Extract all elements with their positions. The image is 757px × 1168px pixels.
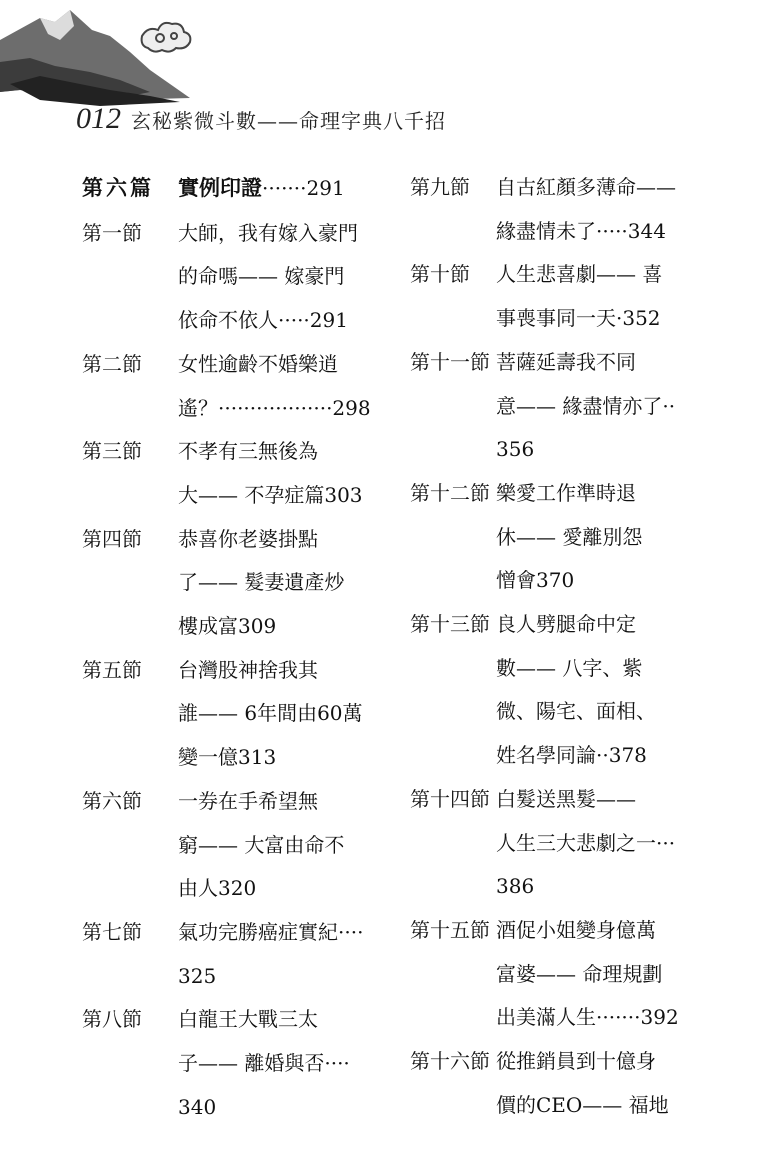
toc-entry[interactable]: [410, 1040, 690, 1127]
left-section-list: [82, 212, 372, 1130]
section-title-line: 誰—— 6年間由60萬: [178, 701, 363, 726]
toc-entry[interactable]: [410, 166, 690, 253]
section-title-line: 325: [178, 963, 217, 988]
toc-entry[interactable]: [410, 909, 690, 1040]
toc-right-column: [410, 166, 690, 1127]
section-title-line: 恭喜你老婆掛點: [178, 526, 318, 551]
book-title: 玄秘紫微斗數——命理字典八千招: [131, 109, 446, 133]
section-title-line: 人生悲喜劇—— 喜: [496, 262, 663, 287]
section-title-line: 人生三大悲劇之一···: [496, 830, 676, 855]
toc-entry[interactable]: [82, 911, 372, 998]
page-header: [76, 102, 446, 136]
section-title-line: 氣功完勝癌症實紀····: [178, 919, 364, 944]
section-number: 第十二節: [410, 480, 490, 505]
part-page: ·······291: [262, 176, 345, 200]
section-title-line: 了—— 髮妻遺產炒: [178, 570, 345, 595]
part-title: 實例印證: [178, 175, 262, 200]
section-title-line: 從推銷員到十億身: [496, 1049, 656, 1074]
toc-entry[interactable]: [82, 780, 372, 911]
section-title-line: 富婆—— 命理規劃: [496, 961, 663, 986]
section-title-line: 意—— 緣盡情亦了··: [496, 393, 676, 418]
toc-entry[interactable]: [410, 603, 690, 778]
section-number: 第十五節: [410, 917, 490, 942]
section-number: 第十四節: [410, 786, 490, 811]
part-heading: [82, 166, 372, 212]
toc-entry[interactable]: [410, 778, 690, 909]
toc-entry[interactable]: [410, 341, 690, 472]
section-number: 第八節: [82, 1007, 142, 1032]
section-title-line: 自古紅顏多薄命——: [496, 175, 676, 199]
section-title-line: 數—— 八字、紫: [496, 655, 643, 680]
section-title-line: 白髮送黑髮——: [496, 786, 636, 811]
section-number: 第五節: [82, 657, 142, 682]
section-number: 第十三節: [410, 612, 490, 637]
toc-entry[interactable]: [82, 212, 372, 343]
section-title-line: 事喪事同一天·352: [496, 306, 661, 331]
section-title-line: 良人劈腿命中定: [496, 612, 636, 637]
section-title-line: 一券在手希望無: [178, 788, 318, 813]
section-title-line: 340: [178, 1094, 217, 1119]
section-number: 第九節: [410, 175, 470, 199]
section-title-line: 菩薩延壽我不同: [496, 349, 636, 374]
right-section-list: [410, 166, 690, 1127]
section-number: 第七節: [82, 919, 142, 944]
section-number: 第十六節: [410, 1049, 490, 1074]
part-number: 第六篇: [82, 175, 154, 200]
toc-entry[interactable]: [82, 518, 372, 649]
section-title-line: 出美滿人生·······392: [496, 1005, 679, 1030]
section-title-line: 酒促小姐變身億萬: [496, 917, 656, 942]
cloud-icon: [142, 23, 191, 52]
toc-entry[interactable]: [82, 343, 372, 430]
section-title-line: 356: [496, 437, 535, 462]
section-number: 第一節: [82, 220, 142, 245]
section-number: 第十節: [410, 262, 470, 287]
toc-entry[interactable]: [410, 472, 690, 603]
section-title-line: 不孝有三無後為: [178, 439, 318, 464]
section-title-line: 的命嗎—— 嫁豪門: [178, 264, 345, 289]
section-number: 第四節: [82, 526, 142, 551]
section-title-line: 大師，我有嫁入豪門: [178, 220, 358, 245]
section-title-line: 窮—— 大富由命不: [178, 832, 345, 857]
section-title-line: 子—— 離婚與否····: [178, 1051, 350, 1076]
toc-entry[interactable]: [82, 430, 372, 517]
section-title-line: 姓名學同論··378: [496, 743, 647, 768]
section-title-line: 休—— 愛離別怨: [496, 524, 643, 549]
section-title-line: 樂愛工作準時退: [496, 480, 636, 505]
section-title-line: 386: [496, 874, 535, 899]
toc-left-column: [82, 166, 372, 1129]
section-number: 第三節: [82, 439, 142, 464]
section-title-line: 女性逾齡不婚樂逍: [178, 351, 338, 376]
section-number: 第六節: [82, 788, 142, 813]
section-title-line: 微、陽宅、面相、: [496, 699, 656, 724]
toc-entry[interactable]: [82, 998, 372, 1129]
section-title-line: 樓成富309: [178, 614, 277, 639]
section-title-line: 緣盡情未了·····344: [496, 218, 666, 243]
toc-entry[interactable]: [82, 649, 372, 780]
section-title-line: 變一億313: [178, 745, 277, 770]
page-number: 012: [76, 102, 121, 135]
section-title-line: 由人320: [178, 876, 257, 901]
section-title-line: 憎會370: [496, 568, 575, 593]
section-number: 第二節: [82, 351, 142, 376]
section-title-line: 台灣股神捨我其: [178, 657, 318, 682]
section-title-line: 白龍王大戰三太: [178, 1007, 318, 1032]
section-number: 第十一節: [410, 349, 490, 374]
section-title-line: 遙？··················298: [178, 395, 371, 420]
section-title-line: 價的CEO—— 福地: [496, 1092, 669, 1117]
section-title-line: 大—— 不孕症篇303: [178, 482, 363, 507]
toc-entry[interactable]: [410, 253, 690, 340]
section-title-line: 依命不依人·····291: [178, 308, 348, 333]
